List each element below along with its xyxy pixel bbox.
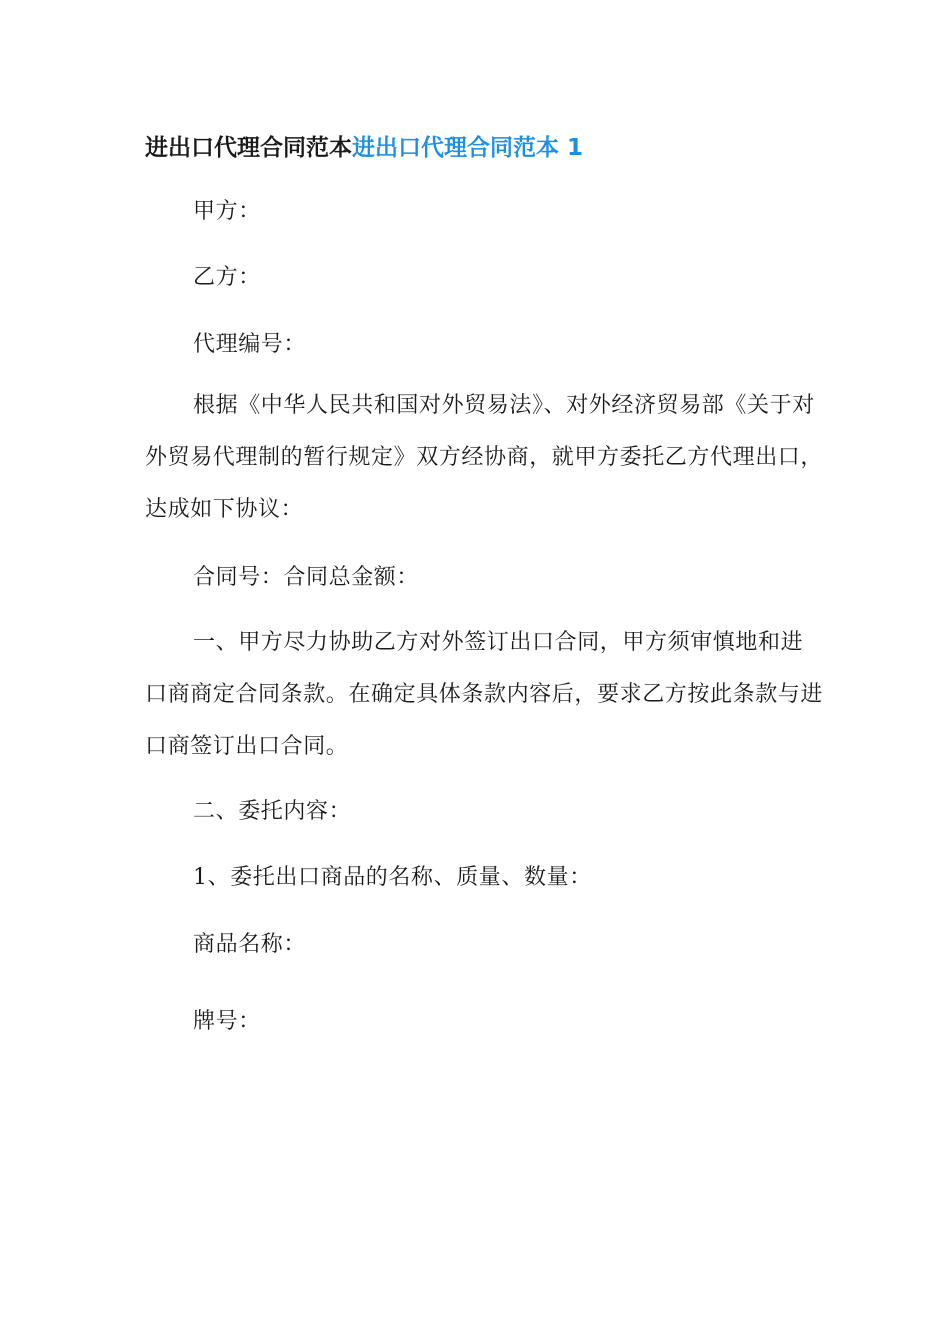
document-title	[145, 128, 583, 168]
contract-number-line: 合同号：合同总金额：	[193, 565, 420, 590]
item-one-line: 1、委托出口商品的名称、质量、数量：	[193, 865, 592, 890]
party-a-line: 甲方：	[193, 199, 261, 224]
title-main: 进出口代理合同范本	[145, 135, 352, 161]
product-name-line: 商品名称：	[193, 932, 307, 957]
title-link[interactable]: 进出口代理合同范本 1	[352, 135, 584, 161]
preamble-paragraph: 根据《中华人民共和国对外贸易法》、对外经济贸易部《关于对外贸易代理制的暂行规定》双方经协商，就甲方委托乙方代理出口，达成如下协议：	[145, 393, 824, 522]
clause-one-paragraph: 一、甲方尽力协助乙方对外签订出口合同，甲方须审慎地和进口商商定合同条款。在确定具体条款内容后，要求乙方按此条款与进口商签订出口合同。	[145, 630, 824, 759]
agency-number-line: 代理编号：	[193, 332, 307, 357]
party-b-line: 乙方：	[193, 265, 261, 290]
brand-line: 牌号：	[193, 1009, 261, 1034]
clause-two-heading: 二、委托内容：	[193, 799, 352, 824]
